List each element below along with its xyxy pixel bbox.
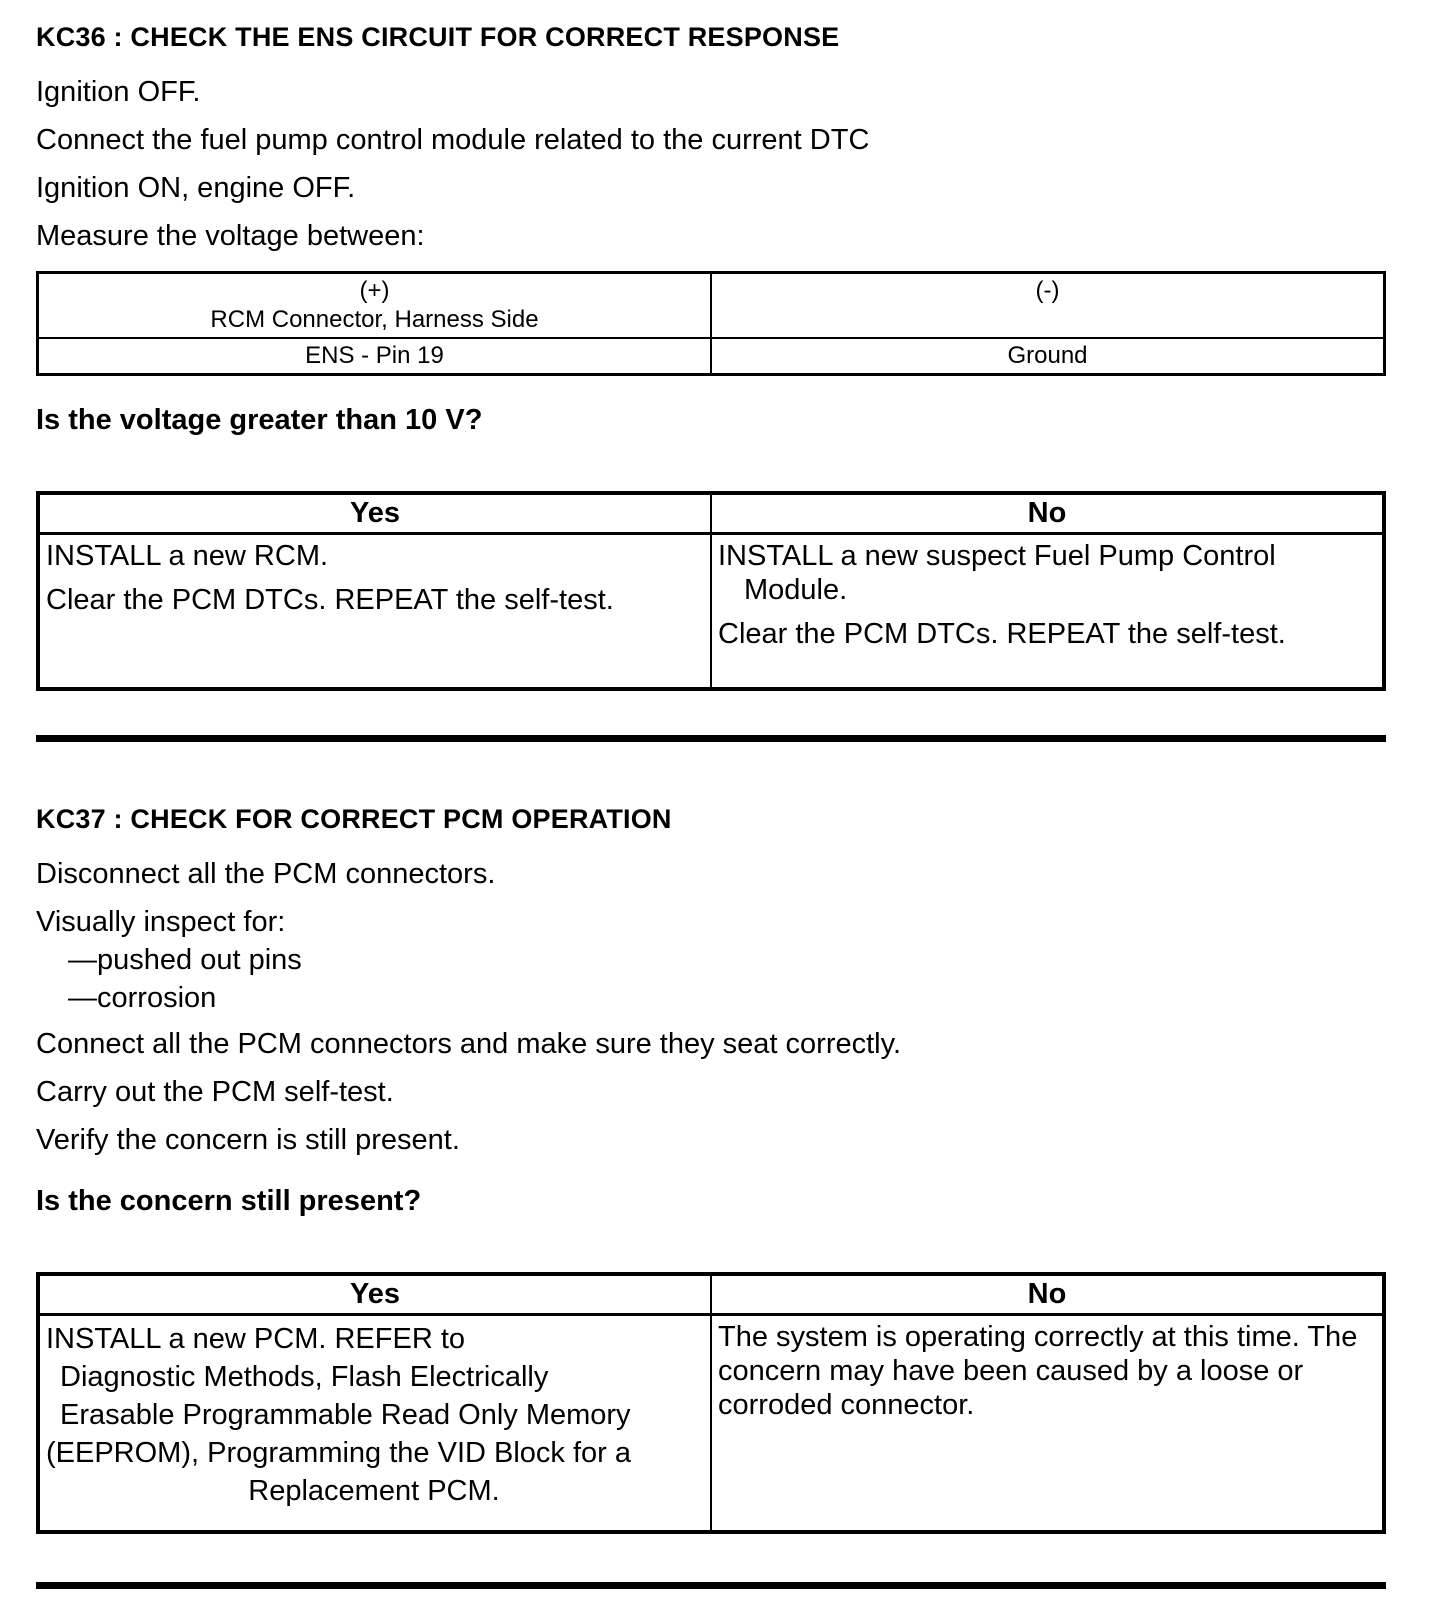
yes-action-line: INSTALL a new PCM. REFER to xyxy=(46,1322,466,1355)
section-kc37 xyxy=(36,804,1386,1535)
negative-terminal-header xyxy=(711,273,1385,339)
section-divider-rule xyxy=(36,735,1386,742)
kc37-step: Verify the concern is still present. xyxy=(36,1123,460,1156)
bottom-divider-rule xyxy=(36,1582,1386,1589)
kc37-question: Is the concern still present? xyxy=(36,1184,422,1217)
kc36-decision-table xyxy=(36,491,1386,691)
negative-terminal-label: (-) xyxy=(1035,277,1060,304)
kc36-yes-cell xyxy=(38,534,711,689)
no-action: The system is operating correctly at this time. The concern may have been caused by a loose or corroded connector. xyxy=(718,1320,1358,1421)
kc37-decision-table xyxy=(36,1272,1386,1535)
kc37-step: Connect all the PCM connectors and make sure they seat correctly. xyxy=(36,1027,902,1060)
kc36-question: Is the voltage greater than 10 V? xyxy=(36,404,483,436)
kc36-measurement-table xyxy=(36,271,1386,376)
yes-column-header: Yes xyxy=(38,493,711,534)
yes-action-line: Diagnostic Methods, Flash Electrically xyxy=(60,1360,549,1393)
negative-terminal-value: Ground xyxy=(711,338,1385,375)
yes-column-header: Yes xyxy=(38,1274,711,1315)
positive-terminal-value: ENS - Pin 19 xyxy=(38,338,712,375)
measurement-header-row xyxy=(38,273,1385,339)
kc36-step: Ignition OFF. xyxy=(36,76,201,108)
yes-action-line: Replacement PCM. xyxy=(248,1474,500,1507)
yes-action-line: Erasable Programmable Read Only Memory xyxy=(60,1398,631,1431)
kc37-inspect-list xyxy=(36,943,1386,1015)
kc36-step: Ignition ON, engine OFF. xyxy=(36,172,356,204)
inspect-item: —corrosion xyxy=(68,981,217,1014)
decision-header-row xyxy=(38,1274,1384,1315)
positive-terminal-sub: RCM Connector, Harness Side xyxy=(210,306,539,333)
kc37-step: Visually inspect for: xyxy=(36,905,286,938)
kc37-no-cell xyxy=(711,1314,1384,1532)
kc36-heading: KC36 : CHECK THE ENS CIRCUIT FOR CORRECT RESPONSE xyxy=(36,22,840,52)
no-action: Clear the PCM DTCs. REPEAT the self-test. xyxy=(718,618,1286,650)
inspect-item: —pushed out pins xyxy=(68,943,302,976)
no-column-header: No xyxy=(711,493,1384,534)
positive-terminal-label: (+) xyxy=(359,277,390,304)
decision-header-row xyxy=(38,493,1384,534)
kc37-step: Carry out the PCM self-test. xyxy=(36,1075,394,1108)
kc37-heading: KC37 : CHECK FOR CORRECT PCM OPERATION xyxy=(36,803,672,834)
yes-action: Clear the PCM DTCs. REPEAT the self-test. xyxy=(46,584,614,616)
section-kc36 xyxy=(36,22,1386,691)
yes-action-line: (EEPROM), Programming the VID Block for a xyxy=(46,1436,631,1469)
kc37-step: Disconnect all the PCM connectors. xyxy=(36,857,496,890)
no-action: INSTALL a new suspect Fuel Pump Control Module. xyxy=(718,540,1276,606)
decision-body-row xyxy=(38,534,1384,689)
decision-body-row xyxy=(38,1314,1384,1532)
kc36-no-cell xyxy=(711,534,1384,689)
kc36-step: Measure the voltage between: xyxy=(36,220,425,252)
yes-action: INSTALL a new RCM. xyxy=(46,540,329,572)
measurement-data-row xyxy=(38,338,1385,375)
kc36-step: Connect the fuel pump control module related to the current DTC xyxy=(36,124,870,156)
no-column-header: No xyxy=(711,1274,1384,1315)
positive-terminal-header xyxy=(38,273,712,339)
kc37-yes-cell xyxy=(38,1314,711,1532)
